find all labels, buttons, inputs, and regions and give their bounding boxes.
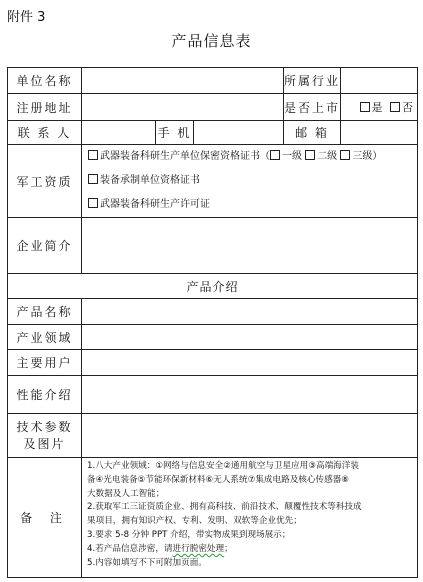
level-3-checkbox[interactable] <box>340 150 350 160</box>
main-users-field[interactable] <box>82 350 418 376</box>
secrecy-cert-option: 武器装备科研生产单位保密资格证书（ 一级 二级 三级） <box>88 145 417 169</box>
declassify-text: 进行脱密处理 <box>172 543 225 554</box>
military-qualification-options <box>82 145 418 218</box>
listed-yes-checkbox[interactable] <box>360 102 370 112</box>
tech-params-label: 技术参数及图片 <box>8 414 82 458</box>
tech-params-field[interactable] <box>82 414 418 458</box>
unit-name-field[interactable] <box>82 68 284 94</box>
notes-line: 备④光电装备⑤节能环保新材料⑥无人系统⑦集成电路及核心传感器⑧ <box>87 474 349 485</box>
performance-label: 性能介绍 <box>8 376 82 414</box>
listed-choice <box>341 94 418 121</box>
production-license-option: 武器装备科研生产许可证 <box>88 193 417 217</box>
equipment-cert-checkbox[interactable] <box>88 174 98 184</box>
email-field[interactable] <box>341 121 418 145</box>
product-name-field[interactable] <box>82 299 418 325</box>
industry-field-label: 产业领域 <box>8 325 82 350</box>
company-intro-field[interactable] <box>82 218 418 274</box>
listed-no-label: 否 <box>402 101 414 114</box>
listed-label: 是否上市 <box>284 94 341 121</box>
company-intro-label: 企业简介 <box>8 218 82 274</box>
notes-line: 4.若产品信息涉密，请进行脱密处理； <box>87 543 233 554</box>
attachment-label: 附件 3 <box>7 10 46 25</box>
registered-address-field[interactable] <box>82 94 284 121</box>
military-qualification-label: 军工资质 <box>8 145 82 218</box>
contact-field[interactable] <box>82 121 156 145</box>
level-2-checkbox[interactable] <box>305 150 315 160</box>
equipment-cert-option: 装备承制单位资格证书 <box>88 169 417 193</box>
notes-line: 3.要求 5-8 分钟 PPT 介绍，带实物成果到现场展示； <box>87 529 291 540</box>
listed-no-checkbox[interactable] <box>390 102 400 112</box>
product-intro-section-header: 产品介绍 <box>8 274 418 299</box>
email-label: 邮 箱 <box>284 121 341 145</box>
notes-label: 备 注 <box>8 458 82 578</box>
level-1-checkbox[interactable] <box>270 150 280 160</box>
page-title: 产品信息表 <box>171 32 252 50</box>
contact-label: 联 系 人 <box>8 121 82 145</box>
notes-line: 2.获取军工三证资质企业、拥有高科技、前沿技术、颠覆性技术等科技成 <box>87 502 362 513</box>
production-license-checkbox[interactable] <box>88 198 98 208</box>
notes-line: 5.内容如填写不下可附加页面。 <box>87 557 207 568</box>
listed-yes-label: 是 <box>371 101 383 114</box>
industry-field-value[interactable] <box>82 325 418 350</box>
notes-content <box>82 458 418 578</box>
mobile-field[interactable] <box>194 121 284 145</box>
industry-field[interactable] <box>341 68 418 94</box>
notes-line: 1.八大产业领域：①网络与信息安全②通用航空与卫星应用③高端海洋装 <box>87 461 359 471</box>
product-info-form <box>7 67 418 578</box>
notes-line: 大数据及人工智能； <box>87 488 165 499</box>
secrecy-cert-checkbox[interactable] <box>88 150 98 160</box>
unit-name-label: 单位名称 <box>8 68 82 94</box>
product-name-label: 产品名称 <box>8 299 82 325</box>
main-users-label: 主要用户 <box>8 350 82 376</box>
industry-label: 所属行业 <box>284 68 341 94</box>
notes-line: 果项目，拥有知识产权、专利、发明、双软等企业优先； <box>87 516 302 527</box>
registered-address-label: 注册地址 <box>8 94 82 121</box>
performance-field[interactable] <box>82 376 418 414</box>
mobile-label: 手 机 <box>156 121 194 145</box>
